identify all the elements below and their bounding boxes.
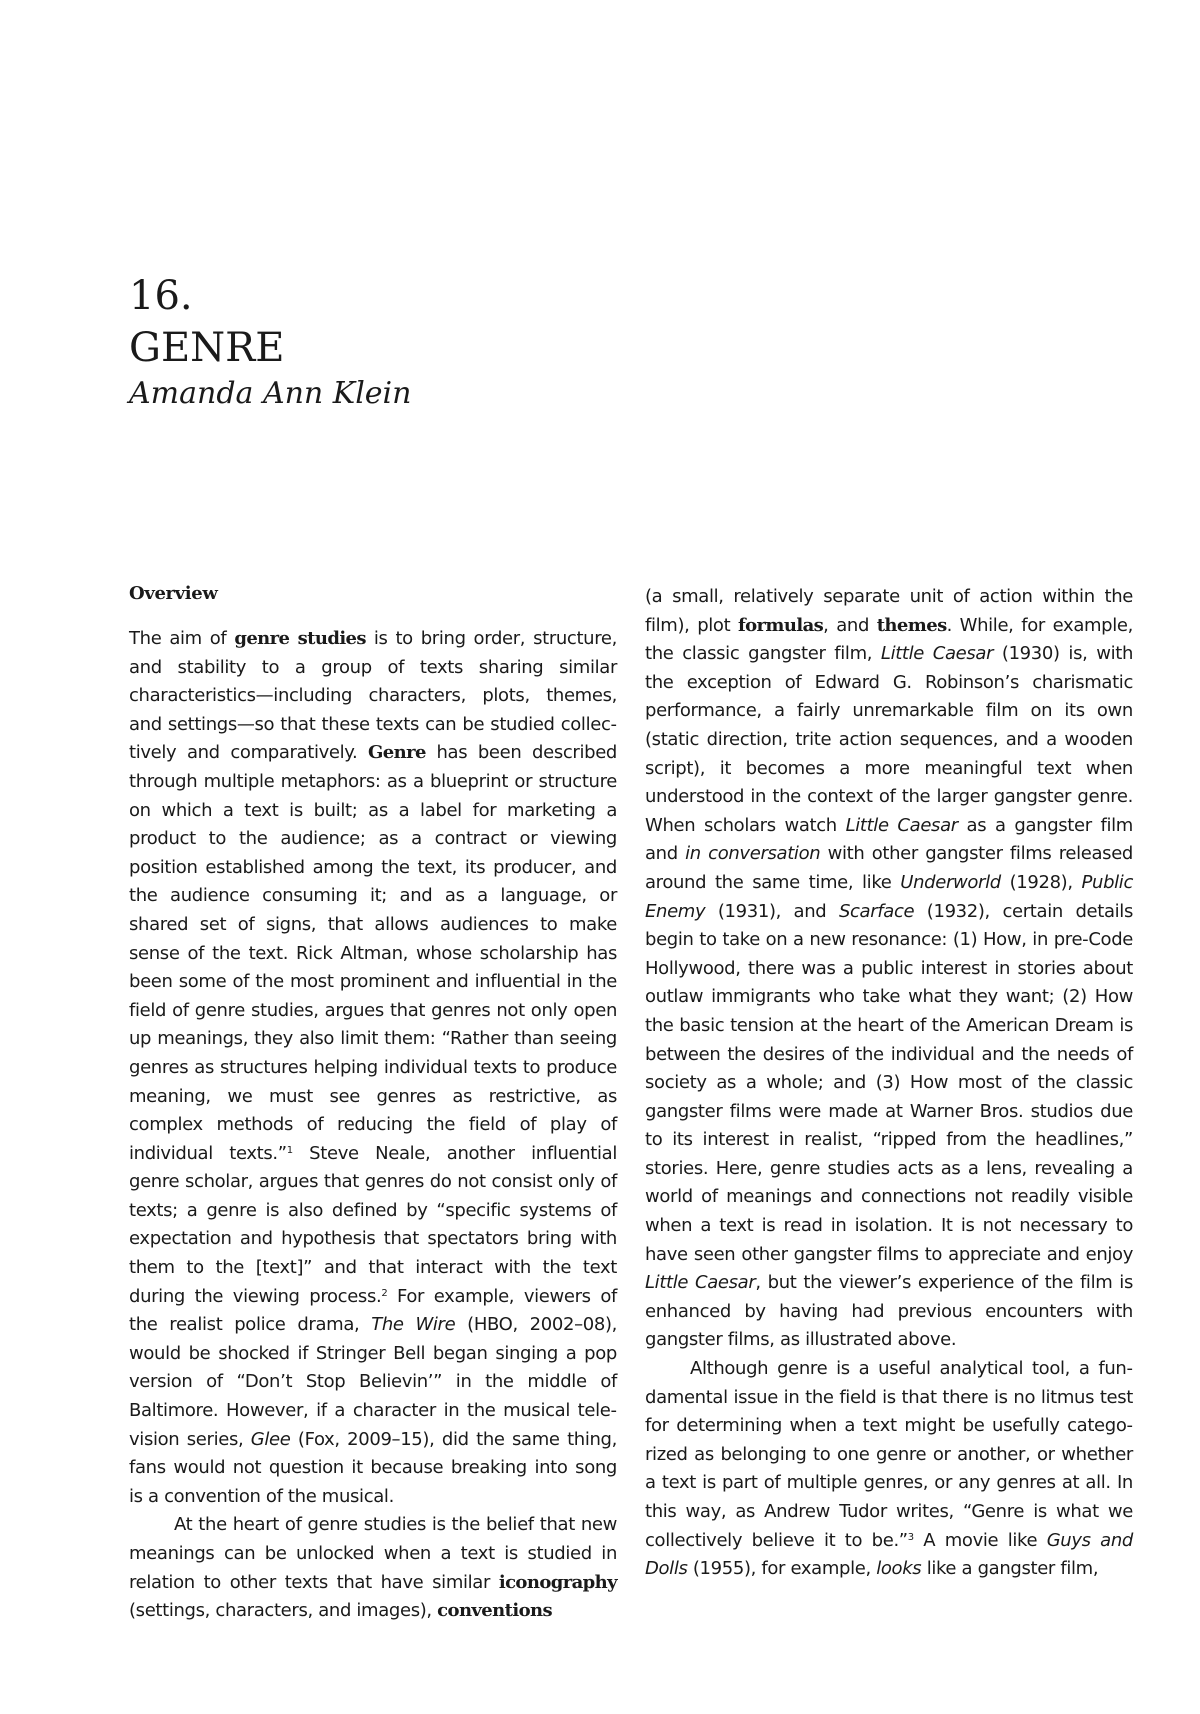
work-title: The Wire <box>371 1314 456 1336</box>
chapter-author: Amanda Ann Klein <box>129 376 412 411</box>
key-term: conventions <box>437 1600 553 1622</box>
work-title: Guys and Dolls <box>645 1529 1133 1580</box>
work-title: Little Caesar <box>645 1272 756 1294</box>
chapter-number: 16. <box>129 273 193 319</box>
work-title: Glee <box>250 1428 291 1450</box>
work-title: Public Enemy <box>645 871 1133 922</box>
work-title: Scarface <box>838 900 915 922</box>
work-title: Little Caesar <box>845 814 958 836</box>
paragraph: (a small, relatively separate unit of action within the film), plot formulas, and themes. While, for example, the classic gangster film, Little Caesar (1930) is, with the exception of Edward G. Robinson’s charismatic performance, a fairly unremarkable film on its own (static direction, trite action sequences, and a wooden script), it becomes a more meaningful text when understood in the context of the larger gangster genre. When scholars watch Little Caesar as a gangster film and in conversation with other gangster films released around the same time, like Underworld (1928), Public Enemy (1931), and Scarface (1932), certain details begin to take on a new resonance: (1) How, in pre-Code Hollywood, there was a public interest in stories about outlaw immigrants who take what they want; (2) How the basic tension at the heart of the American Dream is between the desires of the individual and the needs of society as a whole; and (3) How most of the classic gangster films were made at Warner Bros. studios due to its interest in realist, “ripped from the headlines,” stories. Here, genre studies acts as a lens, revealing a world of meanings and connections not readily visible when a text is read in isolation. It is not necessary to have seen other gangster films to appreciate and enjoy Little Caesar, but the viewer’s experience of the film is enhanced by having had previous encounters with gangster films, as illustrated above. <box>645 586 1134 1351</box>
footnote-marker: 1 <box>286 1144 293 1156</box>
emphasis: looks <box>876 1558 922 1580</box>
chapter-title: GENRE <box>129 325 285 371</box>
key-term: formulas <box>737 614 824 636</box>
footnote-marker: 3 <box>907 1531 914 1543</box>
footnote-marker: 2 <box>381 1287 388 1299</box>
key-term: iconography <box>498 1571 617 1593</box>
work-title: Underworld <box>900 871 1001 893</box>
key-term: genre studies <box>234 628 366 649</box>
section-heading: Overview <box>129 583 218 604</box>
emphasis: in conversation <box>685 843 821 865</box>
work-title: Little Caesar <box>880 643 994 665</box>
paragraph: At the heart of genre studies is the belief that new meanings can be unlocked when a text is studied in relation to other texts that have similar iconography (settings, characters, and images), conventions <box>129 1514 617 1622</box>
key-term: themes <box>876 614 947 636</box>
paragraph: Although genre is a useful analytical tool, a fundamental issue in the field is that there is no litmus test for determining when a text might be usefully categorized as belonging to one genre or another, or whether a text is part of multiple genres, or any genres at all. In this way, as Andrew Tudor writes, “Genre is what we collectively believe it to be.”$^3$ A movie like Guys and Dolls (1955), for example, looks like a gangster film, <box>645 1358 1133 1580</box>
key-term: Genre <box>368 742 426 764</box>
left-column <box>129 580 617 1626</box>
right-column <box>645 583 1133 1584</box>
paragraph: The aim of genre studies is to bring order, structure, and stability to a group of texts sharing similar characteristics—including characters, plots, themes, and settings—so that these texts can be studied collectively and comparatively. Genre has been described through multiple metaphors: as a blueprint or structure on which a text is built; as a label for marketing a product to the audience; as a contract or viewing position established among the text, its producer, and the audience consuming it; and as a language, or shared set of signs, that allows audiences to make sense of the text. Rick Altman, whose scholarship has been some of the most prominent and influential in the field of genre studies, argues that genres not only open up meanings, they also limit them: “Rather than seeing genres as structures helping individual texts to produce meaning, we must see genres as restrictive, as complex methods of reducing the field of play of individual texts.”$^1$ Steve Neale, another influential genre scholar, argues that genres do not consist only of texts; a genre is also defined by “specific systems of expectation and hypothesis that spectators bring with them to the [text]” and that interact with the text during the viewing process.$^2$ For example, viewers of the realist police drama, The Wire (HBO, 2002–08), would be shocked if Stringer Bell began singing a pop version of “Don’t Stop Believin’” in the middle of Baltimore. However, if a character in the musical television series, Glee (Fox, 2009–15), did the same thing, fans would not question it because breaking into song is a convention of the musical. <box>129 628 618 1507</box>
